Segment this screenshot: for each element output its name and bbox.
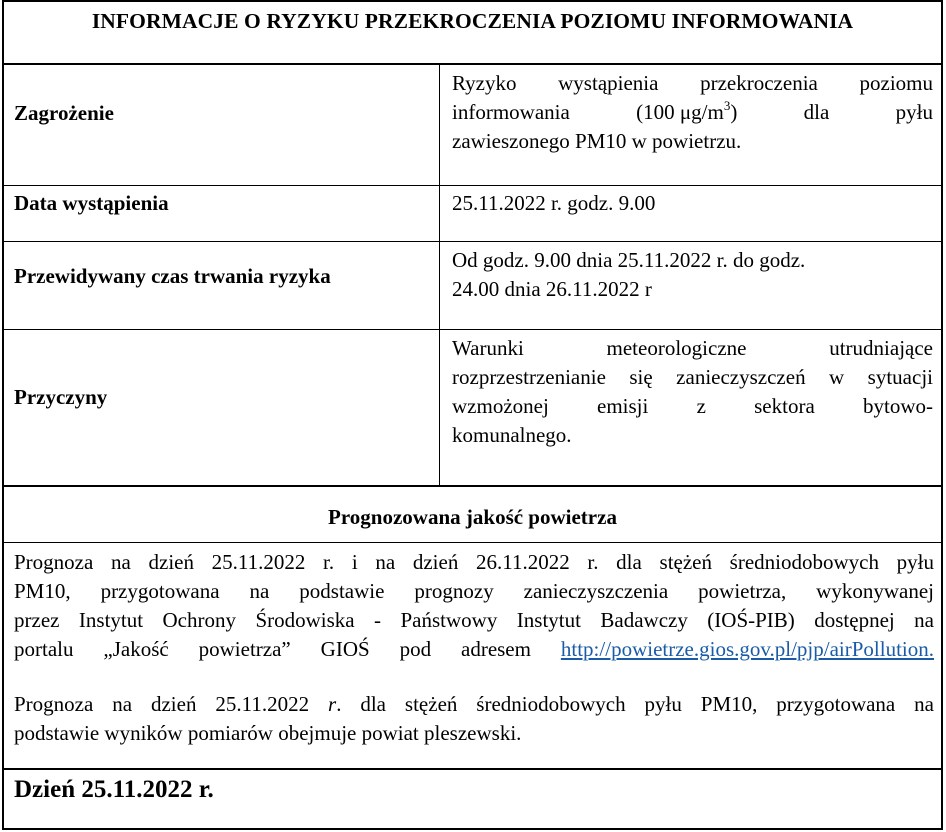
threat-word: informowania: [452, 100, 570, 124]
duration-line: Od godz. 9.00 dnia 25.11.2022 r. do godz.: [452, 248, 806, 272]
threat-value: [452, 69, 933, 156]
causes-value: [452, 334, 933, 450]
threat-line: [452, 98, 933, 127]
threat-line: Ryzyko wystąpienia przekroczenia poziomu: [452, 71, 933, 95]
paragraph-line: [14, 635, 934, 664]
duration-label: Przewidywany czas trwania ryzyka: [14, 264, 331, 288]
forecast-paragraph-1: [14, 548, 934, 664]
causes-line: wzmożonej emisji z sektora bytowo-: [452, 394, 933, 418]
paragraph-italic: r: [328, 692, 337, 716]
date-label: Data wystąpienia: [14, 191, 169, 215]
column-divider: [439, 64, 440, 486]
page-title: INFORMACJE O RYZYKU PRZEKROCZENIA POZIOMU INFORMOWANIA: [91, 9, 854, 33]
duration-value: [452, 246, 933, 304]
paragraph-line: [14, 690, 934, 719]
threat-unit-text: (100 μg/m: [636, 100, 724, 124]
threat-word: dla: [803, 100, 830, 124]
forecast-paragraph-2: [14, 690, 934, 748]
causes-line: Warunki meteorologiczne utrudniające: [452, 336, 933, 360]
causes-label: Przyczyny: [14, 385, 108, 409]
forecast-title: Prognozowana jakość powietrza: [328, 505, 617, 529]
threat-unit: [636, 98, 737, 127]
gios-link[interactable]: http://powietrze.gios.gov.pl/pjp/airPollution.: [560, 637, 934, 661]
paragraph-line: podstawie wyników pomiarów obejmuje powiat pleszewski.: [14, 721, 522, 745]
threat-label: Zagrożenie: [14, 101, 114, 125]
paragraph-text: portalu „Jakość powietrza” GIOŚ pod adresem: [14, 637, 561, 661]
paragraph-text: Prognoza na dzień 25.11.2022: [14, 692, 328, 716]
causes-line: rozprzestrzenianie się zanieczyszczeń w sytuacji: [452, 365, 933, 389]
divider: [2, 241, 943, 242]
causes-line: komunalnego.: [452, 423, 572, 447]
divider: [2, 63, 943, 65]
divider: [2, 768, 943, 770]
date-value: 25.11.2022 r. godz. 9.00: [452, 191, 656, 215]
paragraph-line: przez Instytut Ochrony Środowiska - Państwowy Instytut Badawczy (IOŚ-PIB) dostępnej na: [14, 608, 934, 632]
divider: [2, 542, 943, 543]
divider: [2, 185, 943, 186]
divider: [2, 485, 943, 487]
paragraph-line: Prognoza na dzień 25.11.2022 r. i na dzień 26.11.2022 r. dla stężeń średniodobowych pyłu: [14, 550, 934, 574]
threat-line: zawieszonego PM10 w powietrzu.: [452, 129, 742, 153]
paragraph-line: PM10, przygotowana na podstawie prognozy zanieczyszczenia powietrza, wykonywanej: [14, 579, 934, 603]
day-heading: Dzień 25.11.2022 r.: [14, 776, 214, 803]
threat-word: pyłu: [895, 100, 933, 124]
threat-unit-close: ): [730, 100, 738, 124]
divider: [2, 329, 943, 330]
duration-line: 24.00 dnia 26.11.2022 r: [452, 277, 652, 301]
threat-unit-sup: 3: [723, 98, 731, 113]
paragraph-text: . dla stężeń średniodobowych pyłu PM10, przygotowana na: [336, 692, 934, 716]
